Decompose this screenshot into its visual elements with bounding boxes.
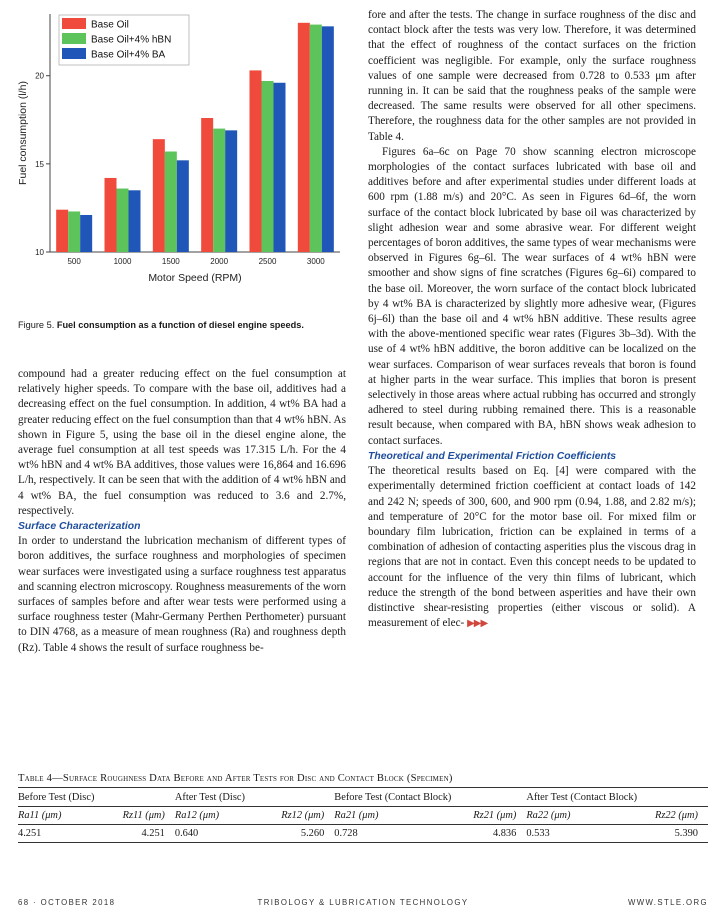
figure-label: Figure 5. [18, 320, 55, 330]
right-paragraph-2: Figures 6a–6c on Page 70 show scanning electron microscope morphologies of the contact surfaces lubricated with base oil and additives before and after experimental studies under different loads at 600 rpm (1.88 m/s) and 20°C. As seen in Figures 6d–6f, the worn surface of the contact block lubricated by base oil was characterized by slight adhesion wear and some abrasive wear. For different weight percentages of boron additives, the same types of wear mechanisms were observed in Figures 6g–6l. The wear surfaces of 4 wt% hBN were smoother and show signs of fine scratches (Figures 6g–6i) compared to the base oil. Moreover, the worn surface of the contact block lubricated by 4 wt% BA is characterized by slightly more adhesive wear, (Figures 6j–6l) than the base oil and 4 wt% hBN additive. These results agree with the above-mentioned specific wear rates (Figures 3b–3d). With the use of 4 wt% hBN additive, the boron additive can be localized on the wear surfaces. Comparison of wear surfaces reveals that boron is found at higher parts in the wear surface. This implies that boron is present selectively in those areas where actual rubbing has occurred and strongly adhered to steel during rubbing remained there. This is a reasonable result because, when compared with BA, hBN shows weak adhesion to contact surfaces. [368, 145, 696, 447]
bar [225, 130, 237, 252]
y-tick-label: 10 [35, 248, 44, 257]
column-header: Rz22 (μm) [609, 807, 708, 825]
footer-page-date: 68 · OCTOBER 2018 [18, 898, 116, 907]
group-header: Before Test (Disc) [18, 788, 175, 807]
x-tick-label: 500 [67, 257, 81, 266]
left-paragraph-1: compound had a greater reducing effect on the fuel consumption at relatively higher speeds. To compare with the base oil, additives had a decreasing effect on the fuel consumption. In addition, 4 wt% BA had a greater reducing effect on the fuel consumption than that 4 wt% hBN. As shown in Figure 5, using the base oil in the diesel engine alone, the average fuel consumption at all test speeds was 17.315 L/h. For the 4 wt% hBN and 4 wt% BA additives, those values were 16,864 and 16.696 L/h, respectively. It can be seen that with the addition of 4 wt% hBN and 4 wt% BA, the fuel consumption was reduced to 3.6 and 2.7%, respectively. [18, 368, 346, 517]
legend-label: Base Oil+4% BA [91, 49, 166, 61]
roughness-table [18, 773, 708, 843]
column-header: Ra22 (μm) [526, 807, 609, 825]
bar [250, 70, 262, 252]
group-header: Before Test (Contact Block) [334, 788, 526, 807]
legend-swatch [62, 18, 86, 29]
table-cell: 4.251 [89, 825, 175, 843]
legend-label: Base Oil [91, 19, 129, 31]
y-axis-label: Fuel consumption (l/h) [17, 81, 29, 185]
legend-label: Base Oil+4% hBN [91, 34, 172, 46]
group-header: After Test (Disc) [175, 788, 334, 807]
y-tick-label: 15 [35, 159, 44, 169]
group-header: After Test (Contact Block) [526, 788, 708, 807]
column-header: Ra12 (μm) [175, 807, 247, 825]
bar [298, 23, 310, 252]
table-cell: 0.728 [334, 825, 421, 843]
bar [165, 152, 177, 252]
table-title: Table 4—Surface Roughness Data Before and After Tests for Disc and Contact Block (Specimen) [18, 773, 708, 788]
continue-arrow-icon: ▶▶▶ [467, 618, 488, 630]
table-cell: 5.260 [247, 825, 334, 843]
bar [68, 211, 80, 252]
table-cell: 4.251 [18, 825, 89, 843]
column-header: Rz21 (μm) [422, 807, 527, 825]
bar [274, 83, 286, 252]
x-axis-label: Motor Speed (RPM) [148, 272, 242, 284]
bar [129, 190, 141, 252]
table-row [18, 825, 708, 843]
bar [177, 160, 189, 252]
left-paragraph-2: In order to understand the lubrication mechanism of different types of boron additives, the surface roughness and morphologies of specimen wear surfaces were investigated using a surface roughness test apparatus and scanning electron microscopy. Roughness measurements of the worn surfaces of samples before and after wear tests were performed using a surface roughness tester (Mahr-Germany Perthen Perthometer) pursuant to DIN 4768, as a measure of mean roughness (Ra) and roughness depth (Rz). Table 4 shows the result of surface roughness be- [18, 535, 346, 654]
footer-website: WWW.STLE.ORG [627, 898, 708, 907]
y-tick-label: 20 [35, 71, 44, 81]
column-header: Rz12 (μm) [247, 807, 334, 825]
right-column [368, 8, 696, 631]
legend-swatch [62, 33, 86, 44]
footer-journal: TRIBOLOGY & LUBRICATION TECHNOLOGY [257, 898, 469, 907]
x-tick-label: 1500 [161, 257, 180, 266]
table-cell: 4.836 [422, 825, 527, 843]
bar [322, 26, 334, 252]
column-header: Ra11 (μm) [18, 807, 89, 825]
bar [201, 118, 213, 252]
right-paragraph-3-text: The theoretical results based on Eq. [4] were compared with the experimentally determined friction coefficient at contact loads of 142 and 242 N; speeds of 300, 600, and 900 rpm (0.94, 1.88, and 2.82 m/s); and temperature of 20°C for the motor base oil. For mixed film or boundary film lubrication, friction can be explained in terms of a combination of adhesion of contacting asperities plus the viscous drag in regions that are not in contact. Even this concept needs to be updated to account for the influence of the very thin films of lubricant, which reduce the strength of the bond between asperities and have their own distinctive shear-resisting properties (either viscous or solid). A measurement of elec- [368, 465, 696, 630]
x-tick-label: 2000 [210, 257, 229, 266]
bar [80, 215, 92, 252]
x-tick-label: 2500 [258, 257, 277, 266]
column-header: Rz11 (μm) [89, 807, 175, 825]
right-paragraph-1: fore and after the tests. The change in surface roughness of the disc and contact block after the tests was very low. Therefore, it was determined that the effect of roughness of the contact surfaces on the friction coefficient was negligible. For example, only the surface roughness values of one sample were decreased from 0.728 to 0.533 μm after running in. It can be said that the roughness peaks of the sample were decreased. The same results were observed for all other specimens. Therefore, the roughness data for the other samples are not provided in Table 4. [368, 9, 696, 143]
table-cell: 5.390 [609, 825, 708, 843]
column-header: Ra21 (μm) [334, 807, 421, 825]
bar [153, 139, 165, 252]
bar [117, 189, 129, 252]
bar [262, 81, 274, 252]
table-cell: 0.533 [526, 825, 609, 843]
legend-swatch [62, 48, 86, 59]
right-paragraph-3 [368, 464, 696, 631]
table-cell: 0.640 [175, 825, 247, 843]
bar [213, 129, 225, 252]
x-tick-label: 1000 [113, 257, 132, 266]
figure-caption-text: Fuel consumption as a function of diesel engine speeds. [56, 320, 304, 330]
bar [56, 210, 68, 252]
bar [310, 25, 322, 252]
page-footer [18, 898, 708, 907]
section-heading-surface: Surface Characterization [18, 521, 141, 533]
bar [105, 178, 117, 252]
left-column [18, 367, 346, 656]
section-heading-friction: Theoretical and Experimental Friction Coefficients [368, 450, 617, 462]
figure-caption [18, 320, 338, 330]
x-tick-label: 3000 [306, 257, 325, 266]
fuel-consumption-chart [14, 6, 344, 306]
